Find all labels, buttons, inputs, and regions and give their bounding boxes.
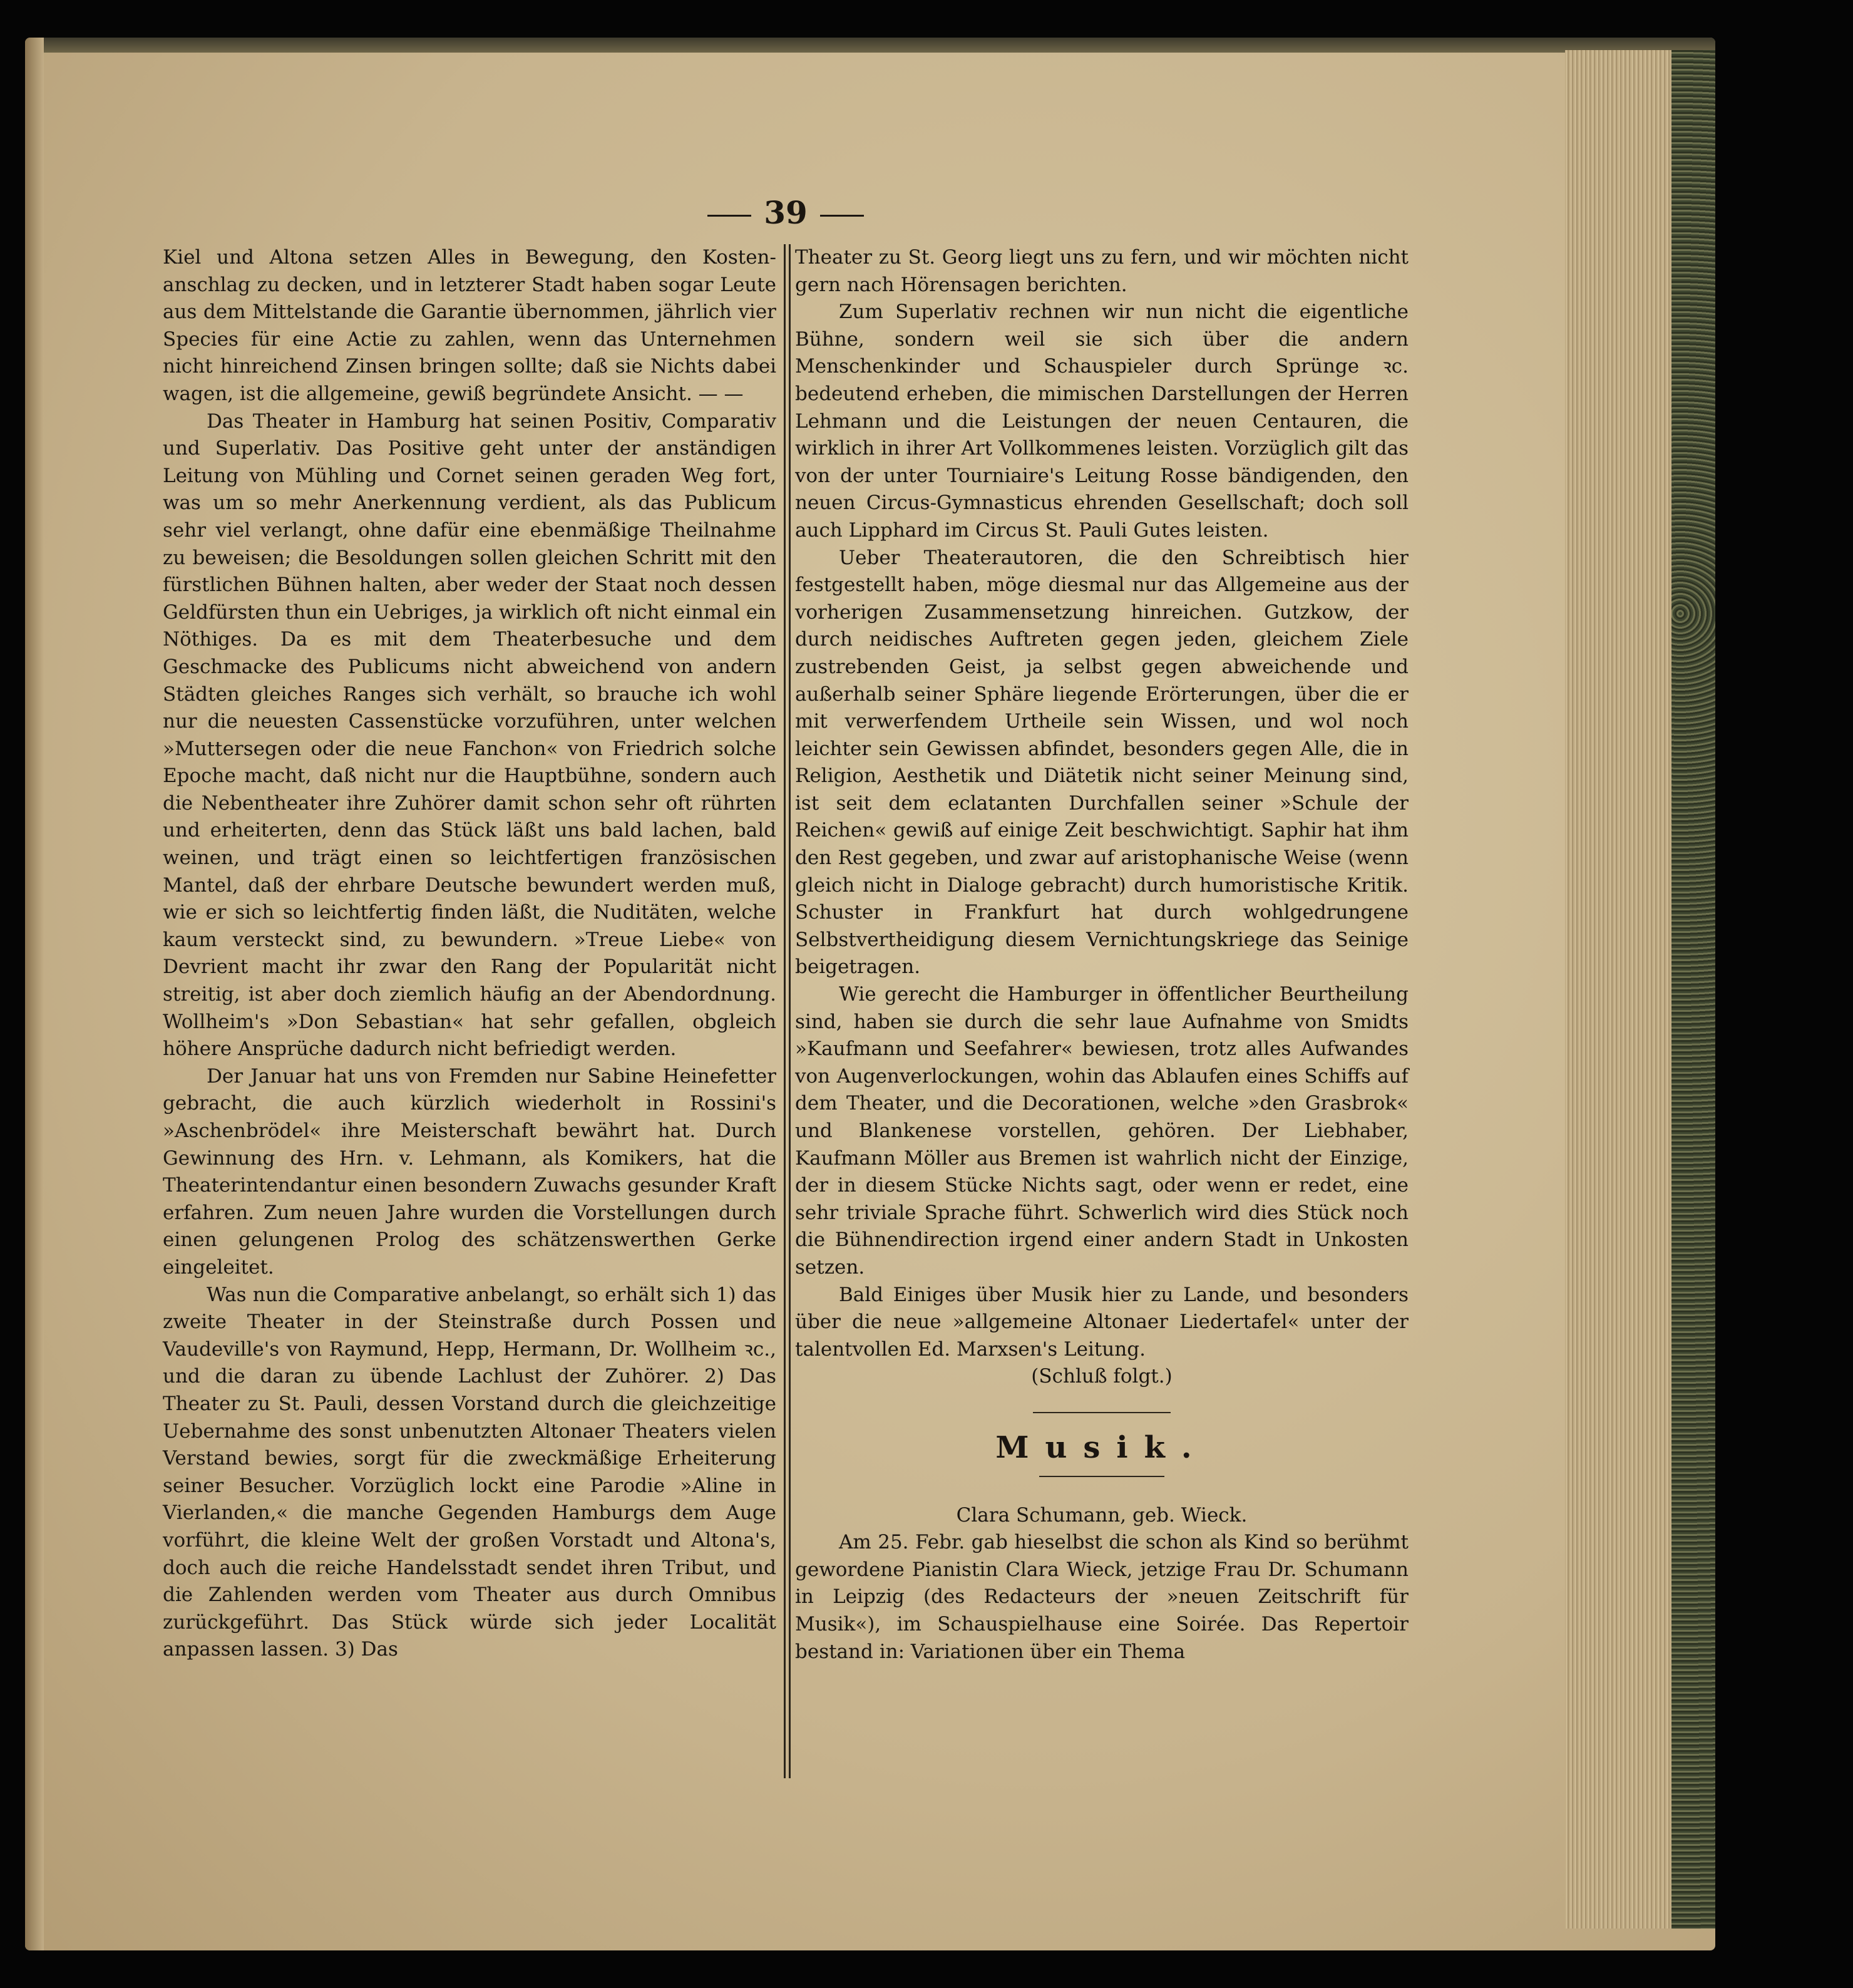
book-page: [25, 38, 1715, 1950]
paragraph: Am 25. Febr. gab hieselbst die schon als Kind so berühmt gewordene Pianistin Clara Wieck, jetzige Frau Dr. Schumann in Leipzig (des Redacteurs der »neuen Zeitschrift für Musik«), im Schauspielhause eine Soirée. Das Repertoir bestand in: Variationen über ein Thema: [795, 1531, 1409, 1663]
paragraph: Ueber Theaterautoren, die den Schreibtisch hier festgestellt haben, möge diesmal nur das Allgemeine aus der vorherigen Zusammensetzung hinreichen. Gutzkow, der durch neidisches Auftreten gegen jeden, gleichem Ziele zustrebenden Geist, ja selbst gegen abweichende und außerhalb seiner Sphäre liegende Erörterungen, über die er mit verwerfendem Urtheile sein Wissen, und wol noch leichter sein Gewissen abfindet, besonders gegen Alle, die in Religion, Aesthetik und Diätetik nicht seiner Meinung sind, ist seit dem eclatanten Durchfallen seiner »Schule der Reichen« gewiß auf einige Zeit beschwichtigt. Saphir hat ihm den Rest gegeben, und zwar auf aristophanische Weise (wenn gleich nicht in Dialoge gebracht) durch humoristische Kritik. Schuster in Frankfurt hat durch wohlgedrungene Selbstvertheidigung diesem Vernichtungskriege das Seinige beigetragen.: [795, 546, 1409, 979]
page-content: [163, 194, 1409, 1797]
paragraph: Das Theater in Hamburg hat seinen Positiv, Comparativ und Superlativ. Das Positive geht unter der anständigen Leitung von Mühling und Cornet seinen geraden Weg fort, was um so mehr Anerkennung verdient, als das Publicum sehr viel verlangt, ohne dafür eine ebenmäßige Theilnahme zu beweisen; die Besoldungen sollen gleichen Schritt mit den fürstlichen Bühnen halten, aber weder der Staat noch dessen Geldfürsten thun ein Uebriges, ja wirklich oft nicht einmal ein Nöthiges. Da es mit dem Theaterbesuche und dem Geschmacke des Publicums nicht abweichend von andern Städten gleiches Ranges sich verhält, so brauche ich wohl nur die neuesten Cassenstücke vorzuführen, unter welchen »Muttersegen oder die neue Fanchon« von Friedrich solche Epoche macht, daß nicht nur die Hauptbühne, sondern auch die Nebentheater ihre Zuhörer damit schon sehr oft rührten und erheiterten, denn das Stück läßt uns bald lachen, bald weinen, und trägt einen so leichtfertigen französischen Mantel, daß der ehrbare Deutsche bewundert werden muß, wie er sich so leichtfertig finden läßt, die Nuditäten, welche kaum versteckt sind, zu bewundern. »Treue Liebe« von Devrient macht ihr zwar den Rang der Popularität nicht streitig, ist aber doch ziemlich häufig an der Abendordnung. Wollheim's »Don Sebastian« hat sehr gefallen, obgleich höhere Ansprüche dadurch nicht befriedigt werden.: [163, 409, 776, 1061]
right-column: [795, 244, 1409, 1666]
paragraph: Wie gerecht die Hamburger in öffentlicher Beurtheilung sind, haben sie durch die sehr laue Aufnahme von Smidts »Kaufmann und Seefahrer« bewiesen, trotz alles Aufwandes von Augenverlockungen, wohin das Ablaufen eines Schiffs auf dem Theater, und die Decorationen, welche »den Grasbrok« und Blankenese vorstellen, gehören. Der Liebhaber, Kaufmann Möller aus Bremen ist wahrlich nicht der Einzige, der in diesem Stücke Nichts sagt, oder wenn er redet, eine sehr triviale Sprache führt. Schwerlich wird dies Stück noch die Bühnendirection irgend einer andern Stadt in Unkosten setzen.: [795, 983, 1409, 1279]
article-subheading: Clara Schumann, geb. Wieck.: [956, 1503, 1248, 1527]
page-number: [682, 194, 889, 231]
paragraph: Bald Einiges über Musik hier zu Lande, und besonders über die neue »allgemeine Altonaer Liedertafel« unter der talentvollen Ed. Marxsen's Leitung.: [795, 1283, 1409, 1361]
section-divider: [1033, 1412, 1171, 1413]
paragraph: Zum Superlativ rechnen wir nun nicht die eigentliche Bühne, sondern weil sie sich über die andern Menschenkinder und Schauspieler durch Sprünge ꝛc. bedeutend erheben, die mimischen Darstellungen der Herren Lehmann und die Leistungen der neuen Centauren, die wirklich in ihrer Art Vollkommenes leisten. Vorzüglich gilt das von der unter Tourniaire's Leitung Rosse bändigenden, den neuen Circus-Gymnasticus ehrenden Gesellschaft; doch soll auch Lipphard im Circus St. Pauli Gutes leisten.: [795, 301, 1409, 542]
marbled-cover-edge: [1671, 50, 1715, 1929]
column-divider: [784, 244, 786, 1778]
page-number-dash-right: [820, 215, 864, 217]
top-edge: [25, 38, 1715, 53]
left-page-edge: [25, 38, 44, 1950]
paragraph: Kiel und Altona setzen Alles in Bewegung, den Kosten-anschlag zu decken, und in letzterer Stadt haben sogar Leute aus dem Mittelstande die Garantie übernommen, jährlich vier Species für eine Actie zu zahlen, wenn das Unternehmen nicht hinreichend Zinsen bringen sollte; daß sie Nichts dabei wagen, ist die allgemeine, gewiß begründete Ansicht. — —: [163, 246, 776, 405]
column-divider: [789, 244, 791, 1778]
page-number-dash-left: [707, 215, 751, 217]
section-title: Musik.: [995, 1429, 1208, 1465]
paragraph: Theater zu St. Georg liegt uns zu fern, und wir möchten nicht gern nach Hörensagen berichten.: [795, 246, 1409, 296]
continuation-note: (Schluß folgt.): [1031, 1365, 1173, 1388]
paragraph: Was nun die Comparative anbelangt, so erhält sich 1) das zweite Theater in der Steinstraße durch Possen und Vaudeville's von Raymund, Hepp, Hermann, Dr. Wollheim ꝛc., und die daran zu übende Lachlust der Zuhörer. 2) Das Theater zu St. Pauli, dessen Vorstand durch die gleichzeitige Uebernahme des sonst unbenutzten Altonaer Theaters vielen Verstand bewies, sorgt für die zweckmäßige Erheiterung seiner Besucher. Vorzüglich lockt eine Parodie »Aline in Vierlanden,« die manche Gegenden Hamburgs dem Auge vorführt, die kleine Welt der großen Vorstadt und Altona's, doch auch die reiche Handelsstadt sendet ihren Tribut, und die Zahlenden werden vom Theater aus durch Omnibus zurückgeführt. Das Stück würde sich jeder Localität anpassen lassen. 3) Das: [163, 1283, 776, 1661]
section-divider: [1039, 1476, 1164, 1477]
left-column: [163, 244, 776, 1664]
page-number-text: 39: [764, 194, 808, 231]
paragraph: Der Januar hat uns von Fremden nur Sabine Heinefetter gebracht, die auch kürzlich wiederholt in Rossini's »Aschenbrödel« ihre Meisterschaft bewährt hat. Durch Gewinnung des Hrn. v. Lehmann, als Komikers, hat die Theaterintendantur einen besondern Zuwachs gesunder Kraft erfahren. Zum neuen Jahre wurden die Vorstellungen durch einen gelungenen Prolog des schätzenswerthen Gerke eingeleitet.: [163, 1064, 776, 1279]
